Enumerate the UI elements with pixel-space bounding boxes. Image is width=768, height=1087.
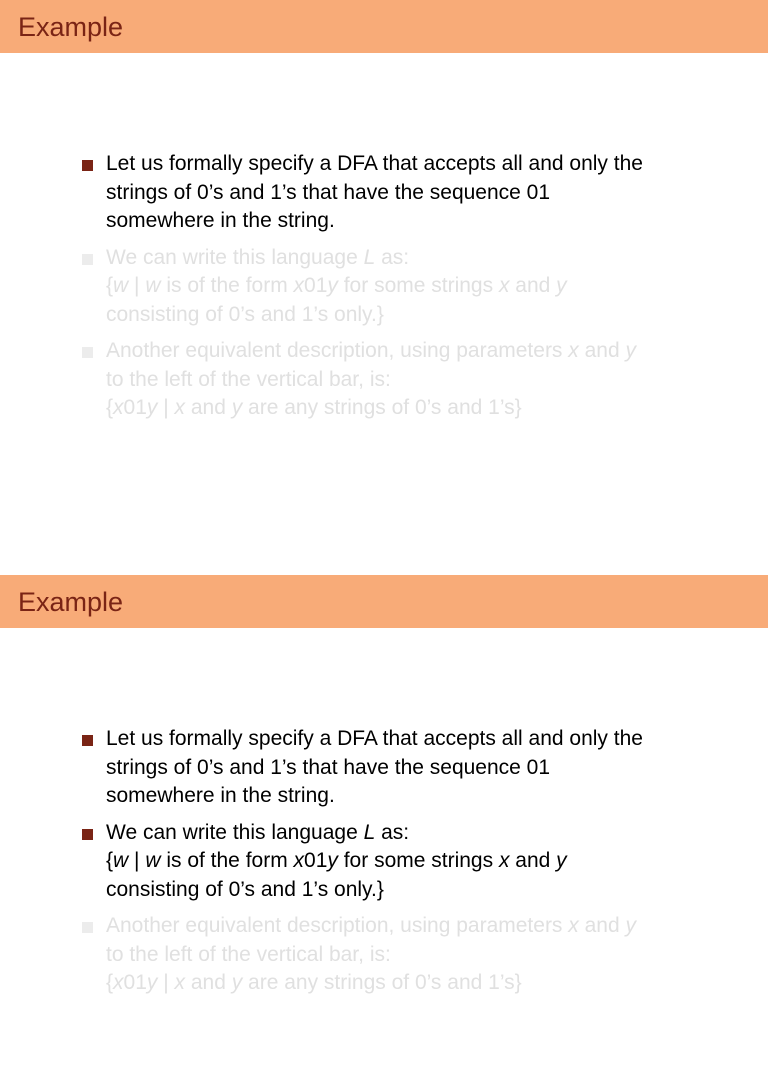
bullet-square-icon — [82, 347, 93, 358]
slide-2 — [0, 575, 768, 1087]
bullet-square-icon — [82, 922, 93, 933]
bullet-square-icon — [82, 160, 93, 171]
set-notation-line: {w | w is of the form x01y for some strings x and y — [106, 274, 567, 297]
bullet-square-icon — [82, 829, 93, 840]
bullet-item — [0, 244, 768, 330]
set-notation-line: {x01y | x and y are any strings of 0’s and 1’s} — [106, 971, 522, 994]
bullet-item — [0, 819, 768, 905]
bullet-line: somewhere in the string. — [106, 209, 335, 232]
bullet-line: strings of 0’s and 1’s that have the sequence 01 — [106, 180, 551, 204]
title-bar — [0, 0, 768, 53]
slide-title: Example — [18, 12, 124, 42]
bullet-line: We can write this language L as: — [106, 245, 410, 269]
bullet-line: Another equivalent description, using parameters x and y — [106, 914, 636, 937]
slide-title: Example — [18, 587, 124, 617]
bullet-square-icon — [82, 254, 93, 265]
bullet-line: Another equivalent description, using parameters x and y — [106, 339, 636, 362]
set-notation-line: {x01y | x and y are any strings of 0’s and 1’s} — [106, 396, 522, 419]
bullet-line: consisting of 0’s and 1’s only.} — [106, 302, 384, 326]
bullet-line: Let us formally specify a DFA that accepts all and only the — [106, 727, 643, 750]
title-bar — [0, 575, 768, 628]
bullet-item — [0, 150, 768, 236]
bullet-line: to the left of the vertical bar, is: — [106, 942, 391, 966]
slide-1 — [0, 0, 768, 512]
bullet-list — [0, 150, 768, 431]
bullet-line: Let us formally specify a DFA that accepts all and only the — [106, 152, 643, 175]
bullet-line: consisting of 0’s and 1’s only.} — [106, 877, 384, 901]
bullet-item — [0, 337, 768, 423]
bullet-item — [0, 725, 768, 811]
bullet-item — [0, 912, 768, 998]
bullet-line: to the left of the vertical bar, is: — [106, 367, 391, 391]
bullet-line: somewhere in the string. — [106, 784, 335, 807]
bullet-list — [0, 725, 768, 1006]
bullet-square-icon — [82, 735, 93, 746]
set-notation-line: {w | w is of the form x01y for some strings x and y — [106, 849, 567, 872]
bullet-line: strings of 0’s and 1’s that have the sequence 01 — [106, 755, 551, 779]
bullet-line: We can write this language L as: — [106, 820, 410, 844]
